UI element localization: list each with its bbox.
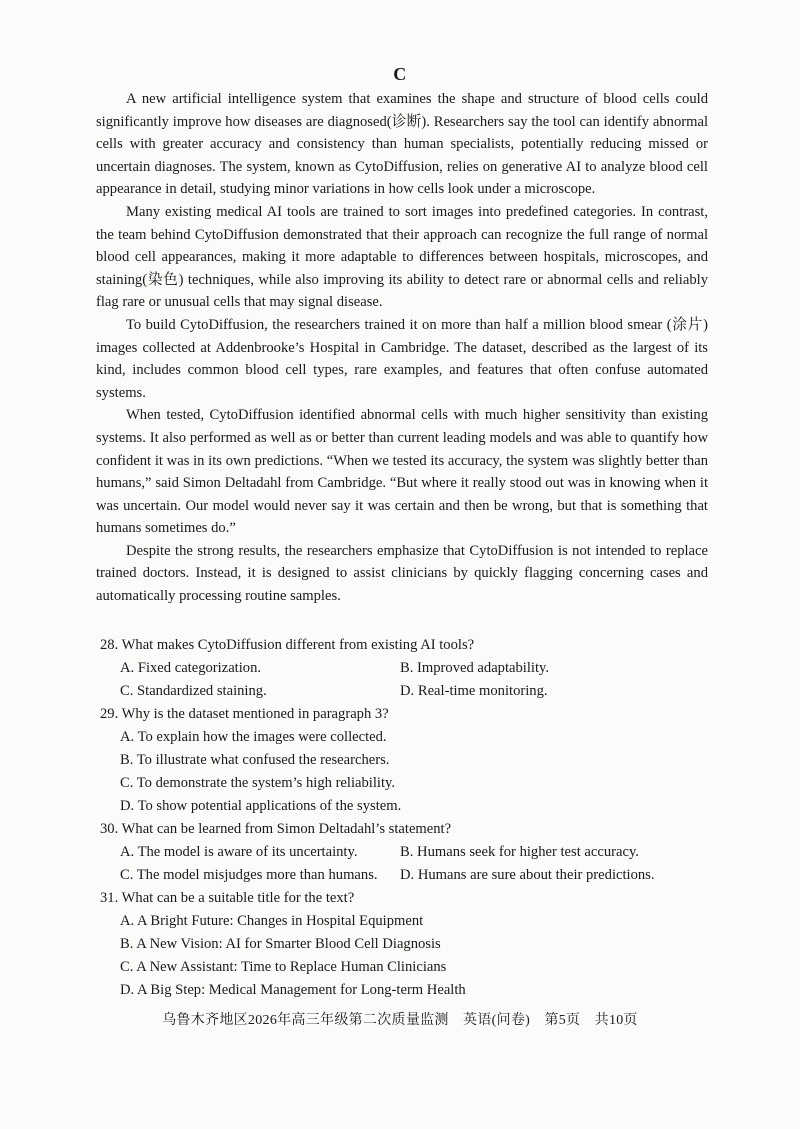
option-b: B. Humans seek for higher test accuracy. [400,844,639,860]
option-c: C. A New Assistant: Time to Replace Human Clinicians [120,959,447,975]
reading-passage [96,88,708,608]
paragraph-3: To build CytoDiffusion, the researchers trained it on more than half a million blood smear (涂片) images collected at Addenbrooke’s Hospital in Cambridge. The dataset, described as the largest of its kind, includes common blood cell types, rare examples, and features that often confuse automated systems. [96,316,708,401]
option-a: A. The model is aware of its uncertainty. [120,844,358,860]
option-d: D. Real-time monitoring. [400,683,548,699]
question-list [100,634,720,1002]
paragraph-2: Many existing medical AI tools are trained to sort images into predefined categories. In contrast, the team behind CytoDiffusion demonstrated that their approach can recognize the full range of normal blood cell appearances, making it more adaptable to differences between hospitals, microscopes, and staining(染色) techniques, while also improving its ability to detect rare or abnormal cells and reliably flag rare or unusual cells that may signal disease. [96,203,708,311]
paragraph-4: When tested, CytoDiffusion identified abnormal cells with much higher sensitivity than existing systems. It also performed as well as or better than current leading models and was able to quantify how confident it was in its own predictions. “When we tested its accuracy, the system was slightly better than humans,” said Simon Deltadahl from Cambridge. “But where it really stood out was in knowing when it was uncertain. Our model would never say it was certain and then be wrong, but that is something that humans sometimes do.” [96,407,708,537]
option-a: A. A Bright Future: Changes in Hospital Equipment [120,913,424,929]
page-footer: 乌鲁木齐地区2026年高三年级第二次质量监测 英语(问卷) 第5页 共10页 [162,1013,638,1028]
option-b: B. To illustrate what confused the researchers. [120,752,390,768]
option-d: D. A Big Step: Medical Management for Long-term Health [120,982,466,998]
option-c: C. The model misjudges more than humans. [120,867,378,883]
paragraph-5: Despite the strong results, the researchers emphasize that CytoDiffusion is not intended to replace trained doctors. Instead, it is designed to assist clinicians by quickly flagging concerning cases and automatically processing routine samples. [96,542,708,605]
option-a: A. To explain how the images were collected. [120,729,387,745]
option-d: D. Humans are sure about their predictions. [400,867,655,883]
section-label: C [393,64,407,84]
question-stem: 29. Why is the dataset mentioned in paragraph 3? [100,706,389,722]
question-31 [100,887,720,1002]
question-28 [100,634,720,703]
question-stem: 30. What can be learned from Simon Deltadahl’s statement? [100,821,452,837]
question-stem: 28. What makes CytoDiffusion different from existing AI tools? [100,637,475,653]
option-c: C. To demonstrate the system’s high reliability. [120,775,396,791]
option-c: C. Standardized staining. [120,683,267,699]
question-29 [100,703,720,818]
option-a: A. Fixed categorization. [120,660,262,676]
option-d: D. To show potential applications of the system. [120,798,402,814]
question-30 [100,818,720,887]
paragraph-1: A new artificial intelligence system that examines the shape and structure of blood cells could significantly improve how diseases are diagnosed(诊断). Researchers say the tool can identify abnormal cells with greater accuracy and consistency than human specialists, potentially reducing missed or uncertain diagnoses. The system, known as CytoDiffusion, relies on generative AI to analyze blood cell appearance in detail, studying minor variations in how cells look under a microscope. [96,91,708,198]
option-b: B. A New Vision: AI for Smarter Blood Cell Diagnosis [120,936,441,952]
option-b: B. Improved adaptability. [400,660,550,676]
question-stem: 31. What can be a suitable title for the text? [100,890,355,906]
